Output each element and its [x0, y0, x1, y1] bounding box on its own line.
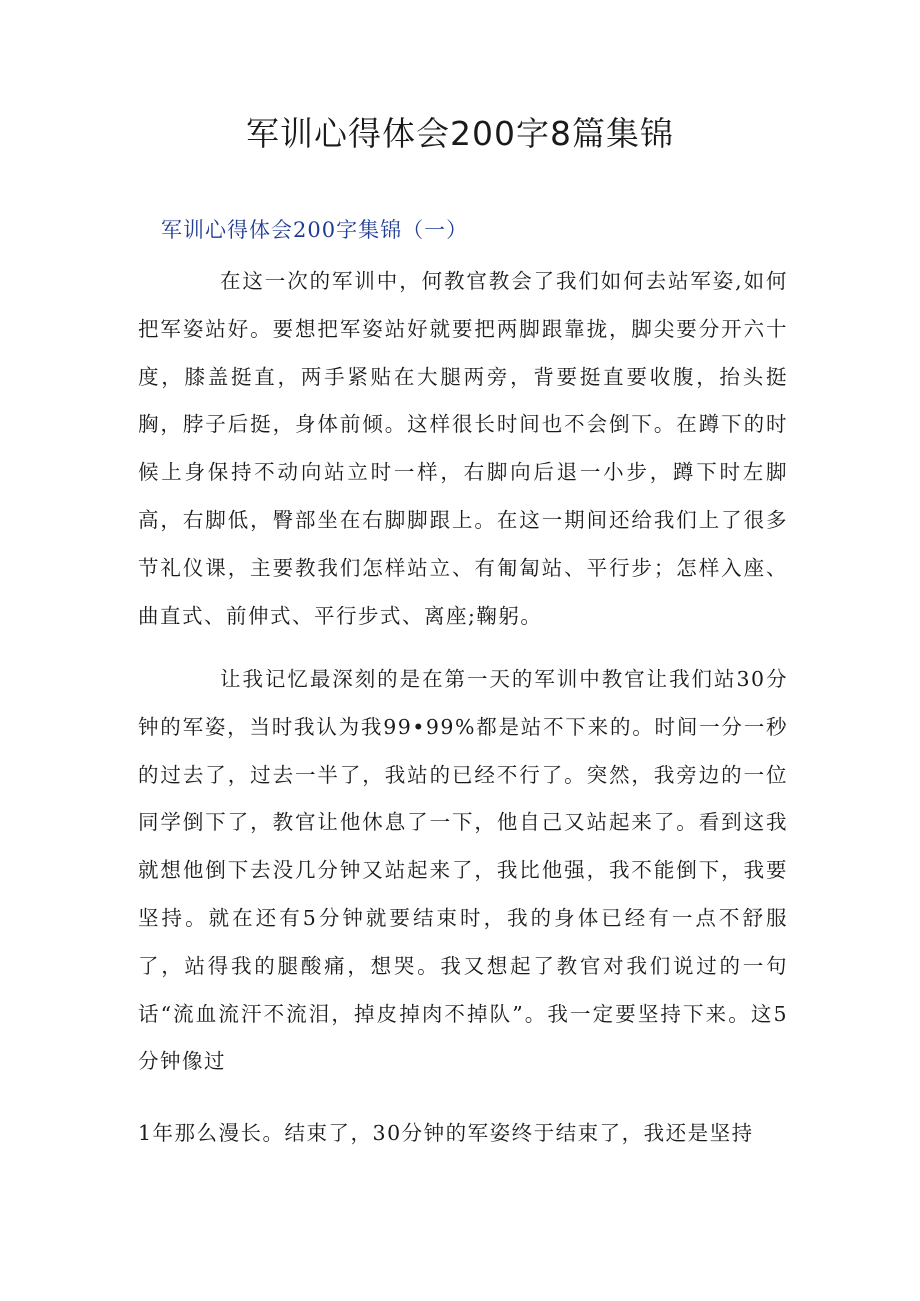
- paragraph-1: 在这一次的军训中，何教官教会了我们如何去站军姿,如何把军姿站好。要想把军姿站好就要把两脚跟靠拢，脚尖要分开六十度，膝盖挺直，两手紧贴在大腿两旁，背要挺直要收腹，抬头挺胸，脖子后挺，身体前倾。这样很长时间也不会倒下。在蹲下的时候上身保持不动向站立时一样，右脚向后退一小步，蹲下时左脚高，右脚低，臀部坐在右脚脚跟上。在这一期间还给我们上了很多节礼仪课，主要教我们怎样站立、有匍匐站、平行步；怎样入座、曲直式、前伸式、平行步式、离座;鞠躬。: [138, 269, 788, 628]
- document-title: 军训心得体会200字8篇集锦: [246, 114, 674, 153]
- section-heading: 军训心得体会200字集锦（一）: [161, 218, 469, 242]
- paragraph-2: 让我记忆最深刻的是在第一天的军训中教官让我们站30分钟的军姿，当时我认为我99•99%都是站不下来的。时间一分一秒的过去了，过去一半了，我站的已经不行了。突然，我旁边的一位同学倒下了，教官让他休息了一下，他自己又站起来了。看到这我就想他倒下去没几分钟又站起来了，我比他强，我不能倒下，我要坚持。就在还有5分钟就要结束时，我的身体已经有一点不舒服了，站得我的腿酸痛，想哭。我又想起了教官对我们说过的一句话“流血流汗不流泪，掉皮掉肉不掉队”。我一定要坚持下来。这5分钟像过: [138, 667, 788, 1074]
- paragraph-3: 1年那么漫长。结束了，30分钟的军姿终于结束了，我还是坚持: [138, 1121, 754, 1145]
